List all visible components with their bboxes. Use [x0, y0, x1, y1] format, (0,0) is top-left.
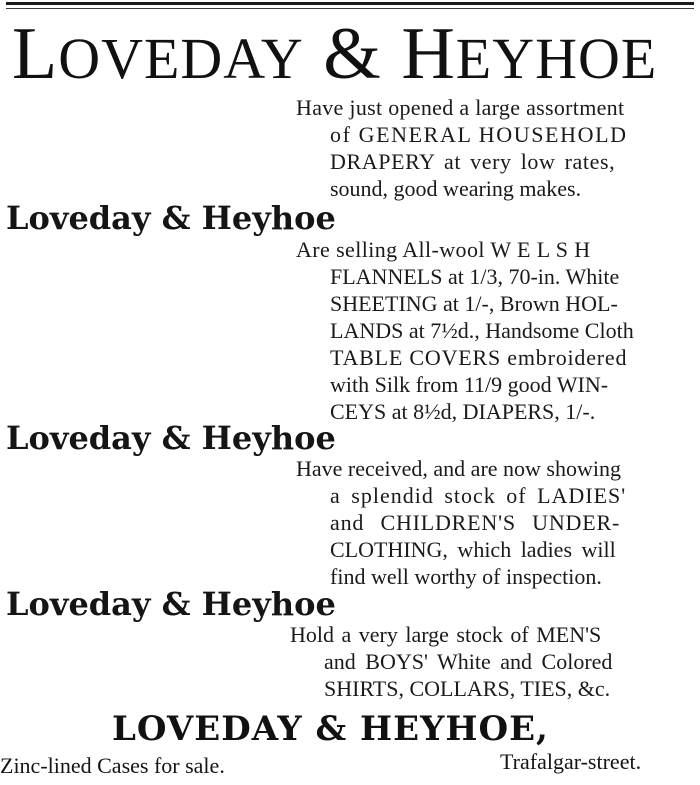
- section-1-line: Have just opened a large assortment: [296, 95, 625, 120]
- section-3-line: a splendid stock of LADIES': [330, 483, 627, 508]
- section-1-line: of GENERAL HOUSEHOLD: [330, 122, 628, 147]
- masthead-title: [12, 14, 692, 99]
- section-4-body: [290, 621, 692, 702]
- masthead-initial-l: L: [12, 13, 59, 95]
- section-3-heading: Loveday & Heyhoe: [6, 419, 336, 457]
- section-2-line: Are selling All-wool W E L S H: [296, 237, 591, 262]
- section-3-line: Have received, and are now showing: [296, 456, 621, 481]
- section-1-line: DRAPERY at very low rates,: [330, 149, 616, 174]
- footer-zinc-cases-note: Zinc-lined Cases for sale.: [0, 753, 225, 778]
- masthead-word-loveday: OVEDAY: [58, 26, 304, 91]
- section-2-line: CEYS at 8½d, DIAPERS, 1/-.: [330, 399, 596, 424]
- section-1-body: [296, 94, 692, 202]
- section-4-line: SHIRTS, COLLARS, TIES, &c.: [324, 676, 611, 701]
- section-1-line: sound, good wearing makes.: [330, 176, 582, 201]
- section-2-line: TABLE COVERS embroidered: [330, 345, 628, 370]
- section-3-line: and CHILDREN'S UNDER-: [330, 510, 621, 535]
- section-3-line: find well worthy of inspection.: [330, 564, 602, 589]
- top-rule: [6, 2, 694, 5]
- section-3-body: [296, 455, 692, 590]
- section-2-line: SHEETING at 1/-, Brown HOL-: [330, 291, 618, 316]
- section-3-line: CLOTHING, which ladies will: [330, 537, 616, 562]
- section-2-body: [296, 236, 692, 425]
- masthead-initial-h: H: [401, 13, 456, 95]
- footer-firm-name: LOVEDAY & HEYHOE,: [112, 709, 549, 749]
- top-rule-thin: [6, 8, 694, 9]
- section-4-line: Hold a very large stock of MEN'S: [290, 622, 602, 647]
- section-2-line: FLANNELS at 1/3, 70-in. White: [330, 264, 620, 289]
- masthead-ampersand: &: [323, 13, 382, 95]
- section-4-line: and BOYS' White and Colored: [324, 649, 613, 674]
- section-2-line: with Silk from 11/9 good WIN-: [330, 372, 609, 397]
- section-2-heading: Loveday & Heyhoe: [6, 199, 336, 237]
- footer-address: Trafalgar-street.: [500, 749, 642, 774]
- section-2-line: LANDS at 7½d., Handsome Cloth: [330, 318, 634, 343]
- masthead-word-heyhoe: EYHOE: [455, 26, 658, 91]
- section-4-heading: Loveday & Heyhoe: [6, 585, 336, 623]
